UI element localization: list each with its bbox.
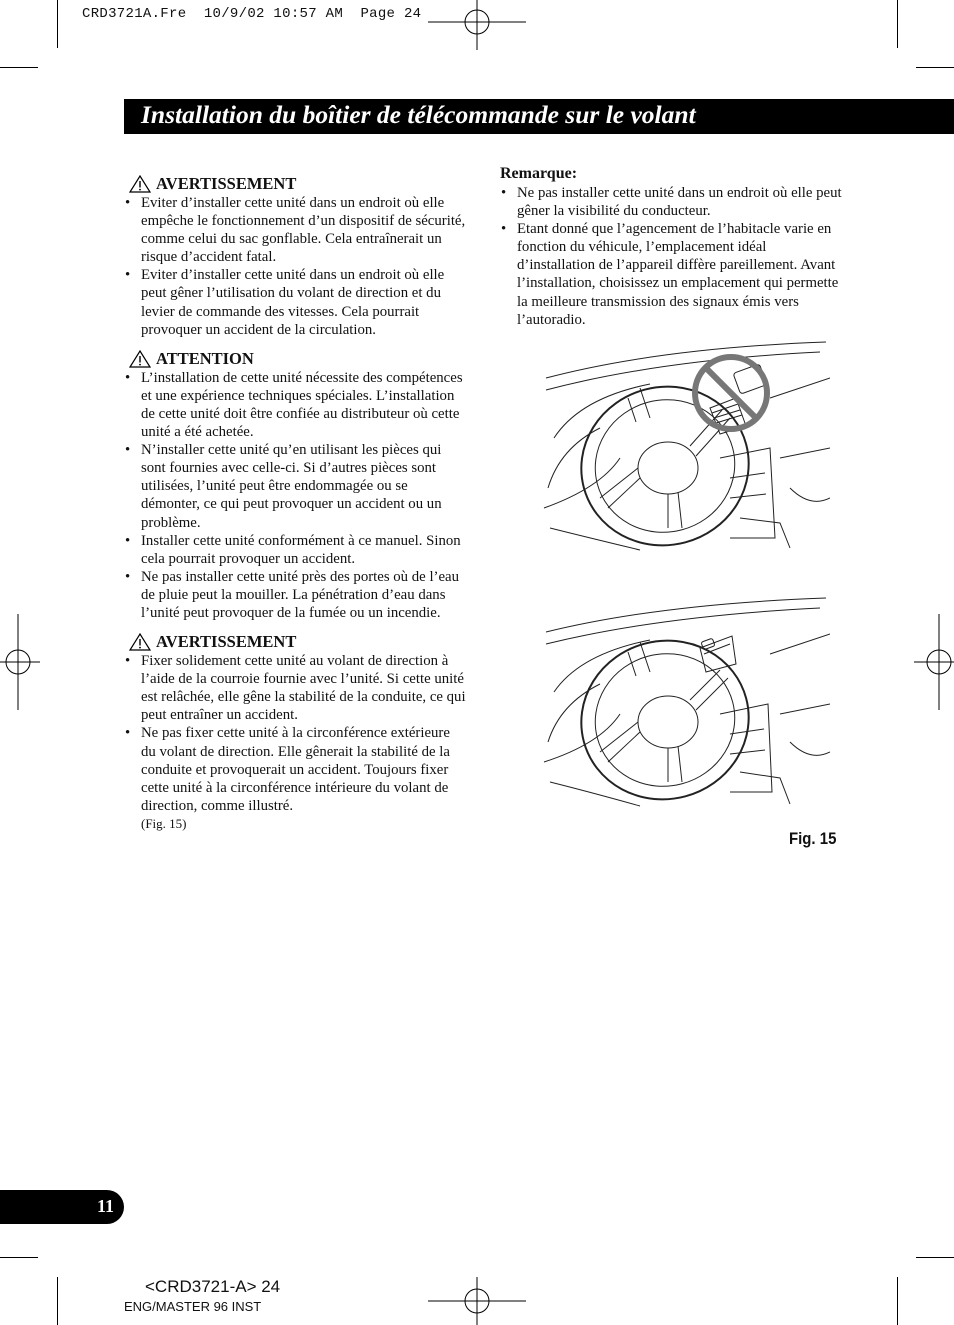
- right-column: [500, 164, 842, 329]
- registration-mark-icon: [428, 1277, 526, 1325]
- left-column: [124, 174, 466, 843]
- section-heading-text: ATTENTION: [156, 348, 254, 368]
- figure-label: Fig. 15: [789, 829, 837, 848]
- page-number: 11: [96, 1196, 114, 1216]
- crop-mark: [897, 1277, 898, 1325]
- warning-triangle-icon: [129, 175, 151, 193]
- list-item: • Fixer solidement cette unité au volant de direction à l’aide de la courroie fournie avec l’unité. Si cette unité est relâchée, elle gêne la stabilité de la conduite, ce qui peut entraîner un accident.: [124, 652, 466, 724]
- crop-mark: [916, 67, 954, 68]
- caution-section: [124, 349, 466, 622]
- registration-mark-icon: [0, 614, 40, 710]
- steering-wheel-illustration-correct: [540, 596, 830, 808]
- footer-code: <CRD3721-A> 24: [145, 1277, 281, 1296]
- slug-line: CRD3721A.Fre 10/9/02 10:57 AM Page 24: [82, 6, 422, 22]
- list-item: • N’installer cette unité qu’en utilisant les pièces qui sont fournies avec celle-ci. Si d’autres pièces sont utilisées, l’unité peut être endommagée ou se démonter, ce qui peut provoquer un accident ou un problème.: [124, 441, 466, 531]
- note-heading: Remarque:: [500, 165, 578, 182]
- section-heading: [124, 174, 466, 194]
- crop-mark: [0, 67, 38, 68]
- steering-wheel-illustration-incorrect: [540, 338, 830, 553]
- list-item-text: Ne pas fixer cette unité à la circonférence extérieure du volant de direction. Elle gênerait la stabilité de la conduite et provoquerait un accident. Toujours fixer cette unité à la circonférence intérieure du volant de direction, comme illustré.: [141, 725, 450, 814]
- section-heading: [124, 632, 466, 652]
- list-item: [124, 724, 466, 833]
- bullet-list: [124, 194, 466, 339]
- warning-triangle-icon: [129, 633, 151, 651]
- list-item: • Eviter d’installer cette unité dans un endroit où elle peut gêner l’utilisation du volant de direction et du levier de commande des vitesses. Cela pourrait provoquer un accident de la circulation.: [124, 266, 466, 338]
- list-item: • L’installation de cette unité nécessite des compétences et une expérience techniques spéciales. L’installation de cette unité doit être confiée au distributeur où cette unité a été achetée.: [124, 369, 466, 441]
- title-bar: [124, 99, 954, 134]
- warning-section: [124, 632, 466, 833]
- list-item: • Installer cette unité conformément à ce manuel. Sinon cela pourrait provoquer un accident.: [124, 532, 466, 568]
- crop-mark: [57, 0, 58, 48]
- section-heading-text: AVERTISSEMENT: [156, 174, 297, 193]
- warning-section: [124, 174, 466, 339]
- list-item: • Ne pas installer cette unité dans un endroit où elle peut gêner la visibilité du conducteur.: [500, 184, 842, 220]
- crop-mark: [0, 1257, 38, 1258]
- warning-triangle-icon: [129, 350, 151, 368]
- bullet-list: [124, 652, 466, 833]
- list-item: • Eviter d’installer cette unité dans un endroit où elle empêche le fonctionnement d’un dispositif de sécurité, comme celui du sac gonflable. Cela entraînerait un risque d’accident fatal.: [124, 194, 466, 266]
- bullet-list: [500, 184, 842, 329]
- list-item: • Ne pas installer cette unité près des portes où de l’eau de pluie peut la mouiller. La pénétration d’eau dans l’unité peut provoquer de la fumée ou un incendie.: [124, 568, 466, 622]
- footer-master: ENG/MASTER 96 INST: [124, 1299, 262, 1314]
- registration-mark-icon: [428, 0, 526, 50]
- section-heading: [124, 349, 466, 369]
- registration-mark-icon: [914, 614, 954, 710]
- bullet-list: [124, 369, 466, 622]
- page-title: Installation du boîtier de télécommande sur le volant: [141, 100, 696, 129]
- section-heading-text: AVERTISSEMENT: [156, 632, 297, 652]
- figure-reference: (Fig. 15): [141, 815, 187, 831]
- crop-mark: [57, 1277, 58, 1325]
- page-number-tab: [0, 1190, 124, 1224]
- crop-mark: [916, 1257, 954, 1258]
- crop-mark: [897, 0, 898, 48]
- list-item: • Etant donné que l’agencement de l’habitacle varie en fonction du véhicule, l’emplacement idéal d’installation de l’appareil diffère pareillement. Avant l’installation, choisissez un emplacement qui permette la meilleure transmission des signaux émis vers l’autoradio.: [500, 220, 842, 329]
